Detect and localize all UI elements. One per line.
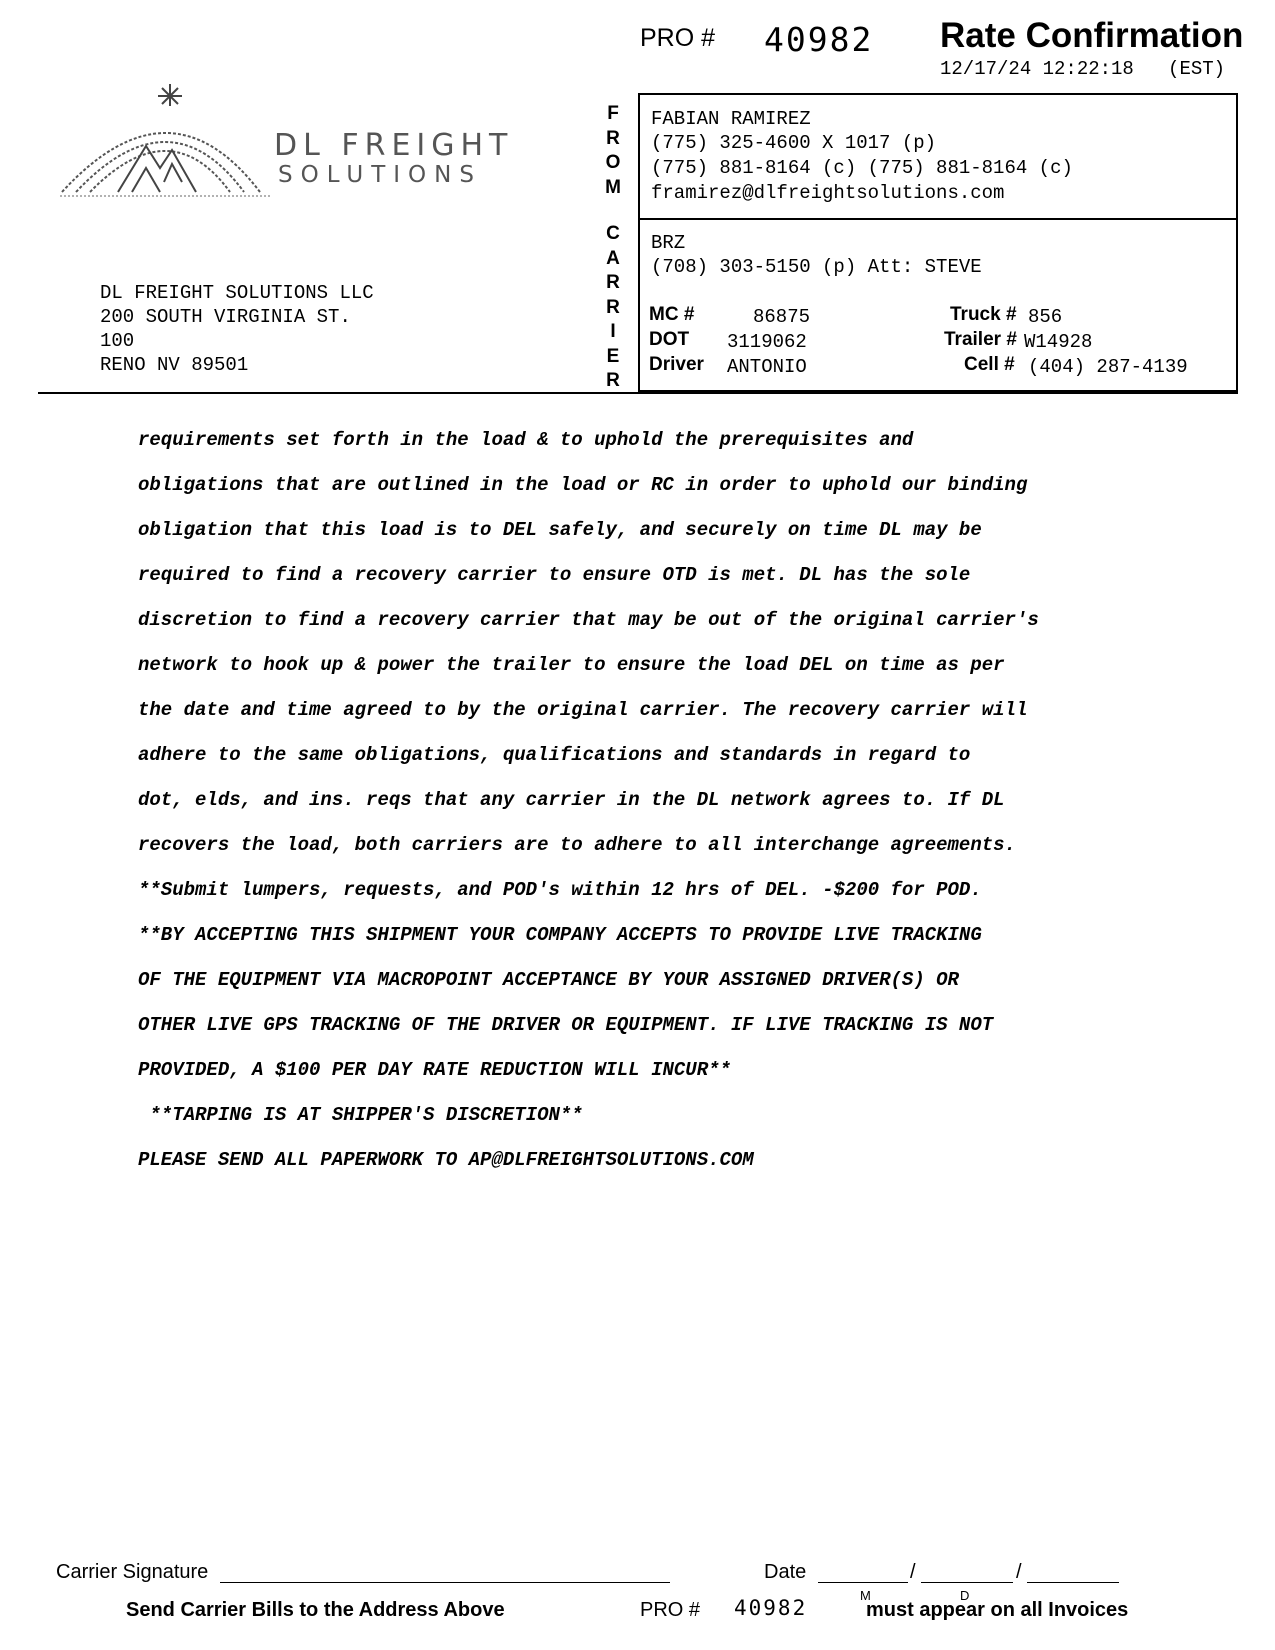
truck-value: 856 bbox=[1028, 306, 1063, 328]
mc-label: MC # bbox=[649, 304, 695, 325]
contact-box-divider bbox=[638, 218, 1238, 220]
driver-value: ANTONIO bbox=[727, 356, 807, 378]
cell-value: (404) 287-4139 bbox=[1028, 356, 1188, 378]
terms-line: **Submit lumpers, requests, and POD's within 12 hrs of DEL. -$200 for POD. bbox=[138, 878, 982, 901]
from-letter: M bbox=[605, 176, 621, 198]
terms-line: network to hook up & power the trailer to ensure the load DEL on time as per bbox=[138, 653, 1005, 676]
carrier-vertical-label bbox=[601, 222, 625, 394]
carrier-phone-att: (708) 303-5150 (p) Att: STEVE bbox=[651, 256, 982, 278]
footer-pro-label: PRO # bbox=[640, 1599, 701, 1621]
driver-label: Driver bbox=[649, 354, 704, 375]
terms-line: PLEASE SEND ALL PAPERWORK TO AP@DLFREIGHTSOLUTIONS.COM bbox=[138, 1148, 754, 1171]
date-day-line[interactable] bbox=[921, 1582, 1013, 1583]
mc-value: 86875 bbox=[753, 306, 811, 328]
company-suite: 100 bbox=[100, 330, 135, 352]
date-year-line[interactable] bbox=[1027, 1582, 1119, 1583]
from-vertical-label bbox=[601, 102, 625, 200]
terms-line: PROVIDED, A $100 PER DAY RATE REDUCTION WILL INCUR** bbox=[138, 1058, 731, 1081]
terms-line: requirements set forth in the load & to uphold the prerequisites and bbox=[138, 428, 914, 451]
pro-number: 40982 bbox=[764, 20, 874, 59]
company-city-state-zip: RENO NV 89501 bbox=[100, 354, 249, 376]
trailer-label: Trailer # bbox=[944, 329, 1017, 350]
from-contact-name: FABIAN RAMIREZ bbox=[651, 108, 811, 130]
carrier-letter: E bbox=[606, 345, 620, 367]
terms-block bbox=[138, 406, 1039, 1194]
footer-pro-number: 40982 bbox=[734, 1596, 808, 1620]
logo-text-line1: DL FREIGHT bbox=[274, 128, 514, 163]
page-title: Rate Confirmation bbox=[940, 16, 1244, 55]
from-letter: F bbox=[607, 103, 619, 124]
carrier-signature-line[interactable] bbox=[220, 1582, 670, 1583]
month-label: M bbox=[860, 1588, 871, 1603]
company-name: DL FREIGHT SOLUTIONS LLC bbox=[100, 282, 374, 304]
terms-line: obligation that this load is to DEL safely, and securely on time DL may be bbox=[138, 518, 982, 541]
carrier-signature-label: Carrier Signature bbox=[56, 1561, 209, 1583]
company-street: 200 SOUTH VIRGINIA ST. bbox=[100, 306, 351, 328]
from-letter: O bbox=[605, 152, 621, 173]
from-contact-email: framirez@dlfreightsolutions.com bbox=[651, 182, 1005, 204]
carrier-letter: R bbox=[606, 370, 620, 391]
carrier-name: BRZ bbox=[651, 232, 686, 254]
logo-text-line2: SOLUTIONS bbox=[278, 162, 482, 188]
from-contact-cells: (775) 881-8164 (c) (775) 881-8164 (c) bbox=[651, 157, 1073, 179]
trailer-value: W14928 bbox=[1024, 331, 1093, 353]
carrier-letter: I bbox=[610, 321, 616, 342]
must-appear-note: must appear on all Invoices bbox=[866, 1599, 1129, 1621]
truck-label: Truck # bbox=[950, 304, 1017, 325]
terms-line: **TARPING IS AT SHIPPER'S DISCRETION** bbox=[138, 1103, 583, 1126]
carrier-letter: A bbox=[606, 247, 620, 269]
terms-line: discretion to find a recovery carrier that may be out of the original carrier's bbox=[138, 608, 1039, 631]
terms-line: dot, elds, and ins. reqs that any carrier in the DL network agrees to. If DL bbox=[138, 788, 1005, 811]
day-label: D bbox=[960, 1588, 970, 1603]
date-slash: / bbox=[910, 1561, 916, 1583]
cell-label: Cell # bbox=[964, 354, 1015, 375]
from-letter: R bbox=[606, 127, 620, 149]
date-slash: / bbox=[1016, 1561, 1022, 1583]
dot-value: 3119062 bbox=[727, 331, 807, 353]
terms-line: required to find a recovery carrier to ensure OTD is met. DL has the sole bbox=[138, 563, 971, 586]
send-bills-note: Send Carrier Bills to the Address Above bbox=[126, 1599, 505, 1621]
terms-line: obligations that are outlined in the load or RC in order to uphold our binding bbox=[138, 473, 1028, 496]
date-month-line[interactable] bbox=[818, 1582, 908, 1583]
terms-line: adhere to the same obligations, qualifications and standards in regard to bbox=[138, 743, 971, 766]
header-divider bbox=[38, 392, 1238, 394]
terms-line: OF THE EQUIPMENT VIA MACROPOINT ACCEPTANCE BY YOUR ASSIGNED DRIVER(S) OR bbox=[138, 968, 959, 991]
carrier-letter: R bbox=[606, 272, 620, 293]
date-label: Date bbox=[764, 1561, 807, 1583]
terms-line: the date and time agreed to by the original carrier. The recovery carrier will bbox=[138, 698, 1028, 721]
terms-line: **BY ACCEPTING THIS SHIPMENT YOUR COMPANY ACCEPTS TO PROVIDE LIVE TRACKING bbox=[138, 923, 982, 946]
carrier-letter: C bbox=[606, 223, 620, 244]
pro-label: PRO # bbox=[640, 24, 716, 52]
terms-line: recovers the load, both carriers are to adhere to all interchange agreements. bbox=[138, 833, 1016, 856]
from-contact-phone: (775) 325-4600 X 1017 (p) bbox=[651, 132, 937, 154]
dot-label: DOT bbox=[649, 329, 690, 350]
timestamp: 12/17/24 12:22:18 (EST) bbox=[940, 58, 1226, 80]
terms-line: OTHER LIVE GPS TRACKING OF THE DRIVER OR EQUIPMENT. IF LIVE TRACKING IS NOT bbox=[138, 1013, 994, 1036]
carrier-letter: R bbox=[606, 296, 620, 318]
